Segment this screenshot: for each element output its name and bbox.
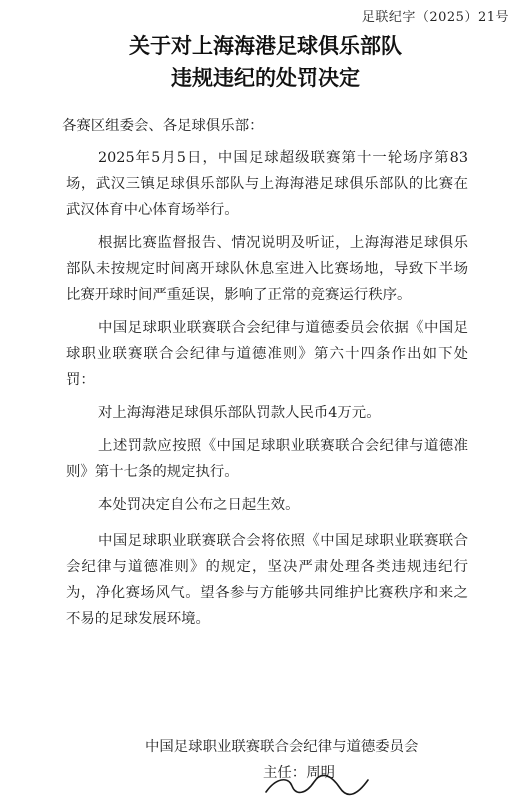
paragraph-match-info: 2025年5月5日，中国足球超级联赛第十一轮场序第83场，武汉三镇足球俱乐部队与上海海港足球俱乐部队的比赛在武汉体育中心体育场举行。 (66, 150, 468, 218)
chair-name: 周明 (306, 765, 335, 781)
paragraph-closing: 中国足球职业联赛联合会将依照《中国足球职业联赛联合会纪律与道德准则》的规定，坚决严肃处理各类违规违纪行为，净化赛场风气。望各参与方能够共同维护比赛秩序和来之不易的足球发展环境。 (66, 533, 468, 627)
document-title (0, 30, 531, 94)
salutation: 各赛区组委会、各足球俱乐部： (62, 118, 264, 134)
document-number: 足联纪字（2025）21号 (361, 10, 509, 25)
paragraph-basis: 中国足球职业联赛联合会纪律与道德委员会依据《中国足球职业联赛联合会纪律与道德准则》第六十四条作出如下处罚： (66, 320, 468, 388)
paragraph-penalty: 对上海海港足球俱乐部队罚款人民币4万元。 (98, 405, 381, 421)
chair-label: 主任： (263, 765, 307, 781)
document-body (62, 113, 468, 639)
title-line-2: 违规违纪的处罚决定 (171, 66, 360, 90)
title-line-1: 关于对上海海港足球俱乐部队 (129, 34, 402, 58)
paragraph-findings: 根据比赛监督报告、情况说明及听证，上海海港足球俱乐部队未按规定时间离开球队休息室进入比赛场地，导致下半场比赛开球时间严重延误，影响了正常的竞赛运行秩序。 (66, 235, 468, 303)
issuer-name: 中国足球职业联赛联合会纪律与道德委员会 (145, 739, 419, 755)
paragraph-effective: 本处罚决定自公布之日起生效。 (98, 497, 300, 513)
paragraph-execution: 上述罚款应按照《中国足球职业联赛联合会纪律与道德准则》第十七条的规定执行。 (66, 438, 468, 480)
